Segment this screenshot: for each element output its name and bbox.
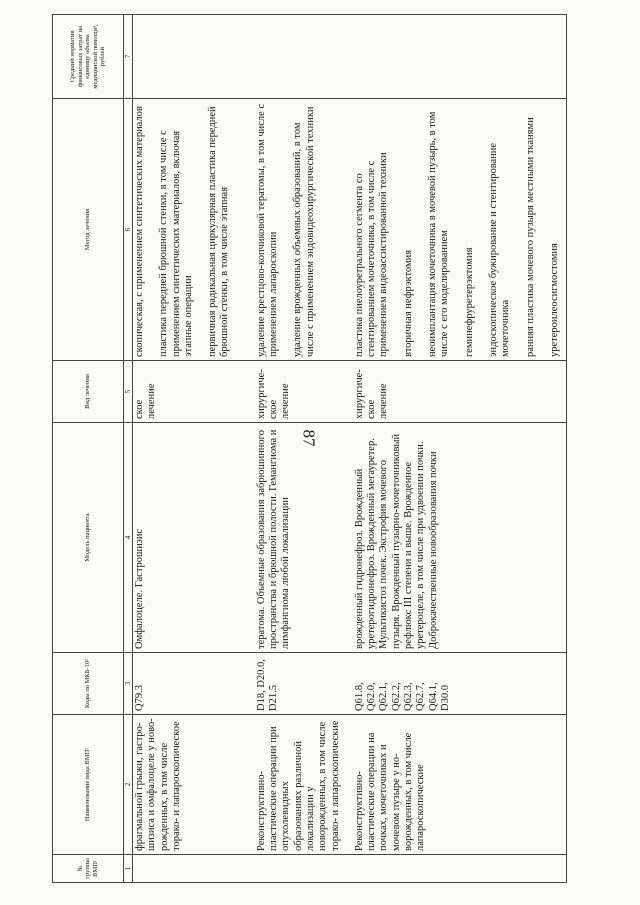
cell-methods [255, 99, 343, 361]
cell-methods [133, 99, 245, 361]
header-average-cost: Средний норматив финансовых затрат на единицу объема медицинской помощи³, рублей [53, 15, 124, 99]
cell-methods [353, 99, 567, 361]
cell-treatment-type: хирургическое лечение [353, 361, 567, 423]
column-number: 3 [124, 653, 133, 715]
cell-cost [133, 15, 245, 99]
column-number: 1 [124, 855, 133, 883]
page-number: 87 [299, 429, 319, 447]
cell-patient-model: Омфалоцеле. Гастрошизис [133, 423, 245, 653]
method-item: геминефруретерэктомия [463, 247, 475, 357]
cell-patient-model: тератома. Объемные образования забрюшинного пространства и брюшной полости. Гемангиома и лимфангиома любой локализации [255, 423, 343, 653]
method-item: ранняя пластика мочевого пузыря местными тканями [524, 117, 536, 357]
cell-group [353, 855, 567, 883]
cell-group [255, 855, 343, 883]
method-item: неоимплантация мочеточника в мочевой пузырь, в том числе с его моделированием [427, 111, 451, 357]
column-number: 5 [124, 361, 133, 423]
method-item: эндоскопическое бужирование и стентирование мочеточника [487, 142, 512, 357]
cell-cost [353, 15, 567, 99]
cell-vmp-name: Реконструктивно-пластические операции при опухолевидных образованиях различной локализации у новорожденных, в том числе торако- и лапароскопические [255, 715, 343, 855]
method-item: удаление крестцово-копчиковой тератомы, в том числе с применением лапароскопии [255, 103, 280, 357]
cell-icd-codes: D18, D20.0, D21.5 [255, 653, 343, 715]
cell-patient-model: врожденный гидронефроз. Врожденный уретерогидронефроз. Врожденный мегауретер. Мультикистоз почек. Экстрофия мочевого пузыря. Врожденный пузырно-мочеточниковый рефлюкс III степени и выше. Врожденное уретероцеле, в том числе при удвоении почки. Доброкачественные новообразования почки [353, 423, 567, 653]
cell-vmp-name: Реконструктивно-пластические операции на почках, мочеточниках и мочевом пузыре у новорожденных, в том числе лапароскопические [353, 715, 567, 855]
rotated-table-container [52, 15, 602, 883]
table-row [133, 15, 245, 883]
method-item: скопическая, с применением синтетических материалов [134, 106, 145, 357]
method-item: первичная радикальная циркулярная пластика передней брюшной стенки, в том числе этапная [207, 106, 231, 357]
method-item: пластика передней брюшной стенки, в том числе с применением синтетических материалов, включая этапные операции [158, 130, 194, 357]
column-number: 4 [124, 423, 133, 653]
header-vmp-name: Наименование вида ВМП¹ [53, 715, 124, 855]
cell-icd-codes: Q79.3 [133, 653, 245, 715]
method-item: вторичная нефрэктомия [402, 249, 414, 357]
column-number: 6 [124, 99, 133, 361]
table-row [353, 15, 567, 883]
header-patient-model: Модель пациента [53, 423, 124, 653]
table-row [255, 15, 343, 883]
header-icd-codes: Коды по МКБ-10² [53, 653, 124, 715]
cell-icd-codes: Q61.8, Q62.0, Q62.1, Q62.2, Q62.3, Q62.7, Q64.1, D30.0 [353, 653, 567, 715]
column-number-row [124, 15, 133, 883]
method-item: удаление врожденных объемных образований, в том числе с применением эндовидеохирургической техники [292, 106, 316, 357]
vmp-table [52, 14, 567, 883]
method-item: пластика пиелоуретрального сегмента со стентированием мочеточника, в том числе с применением видеоассистированной техники [353, 152, 390, 357]
cell-cost [255, 15, 343, 99]
table-spacer-row [245, 15, 255, 883]
header-treatment-method: Метод лечения [53, 99, 124, 361]
method-item: уретероилеосигмостомия [548, 243, 560, 357]
column-number: 2 [124, 715, 133, 855]
cell-treatment-type: ское лечение [133, 361, 245, 423]
header-treatment-type: Вид лечения [53, 361, 124, 423]
column-number: 7 [124, 15, 133, 99]
table-spacer-row [343, 15, 353, 883]
cell-group [133, 855, 245, 883]
cell-vmp-name: фрагмальной грыжи, гастрошизиса и омфалоцеле у новорожденных, в том числе торако- и лапароскопическое [133, 715, 245, 855]
header-group-number: № группы ВМП¹ [53, 855, 124, 883]
table-header-row [53, 15, 124, 883]
cell-treatment-type: хирургическое лечение [255, 361, 343, 423]
